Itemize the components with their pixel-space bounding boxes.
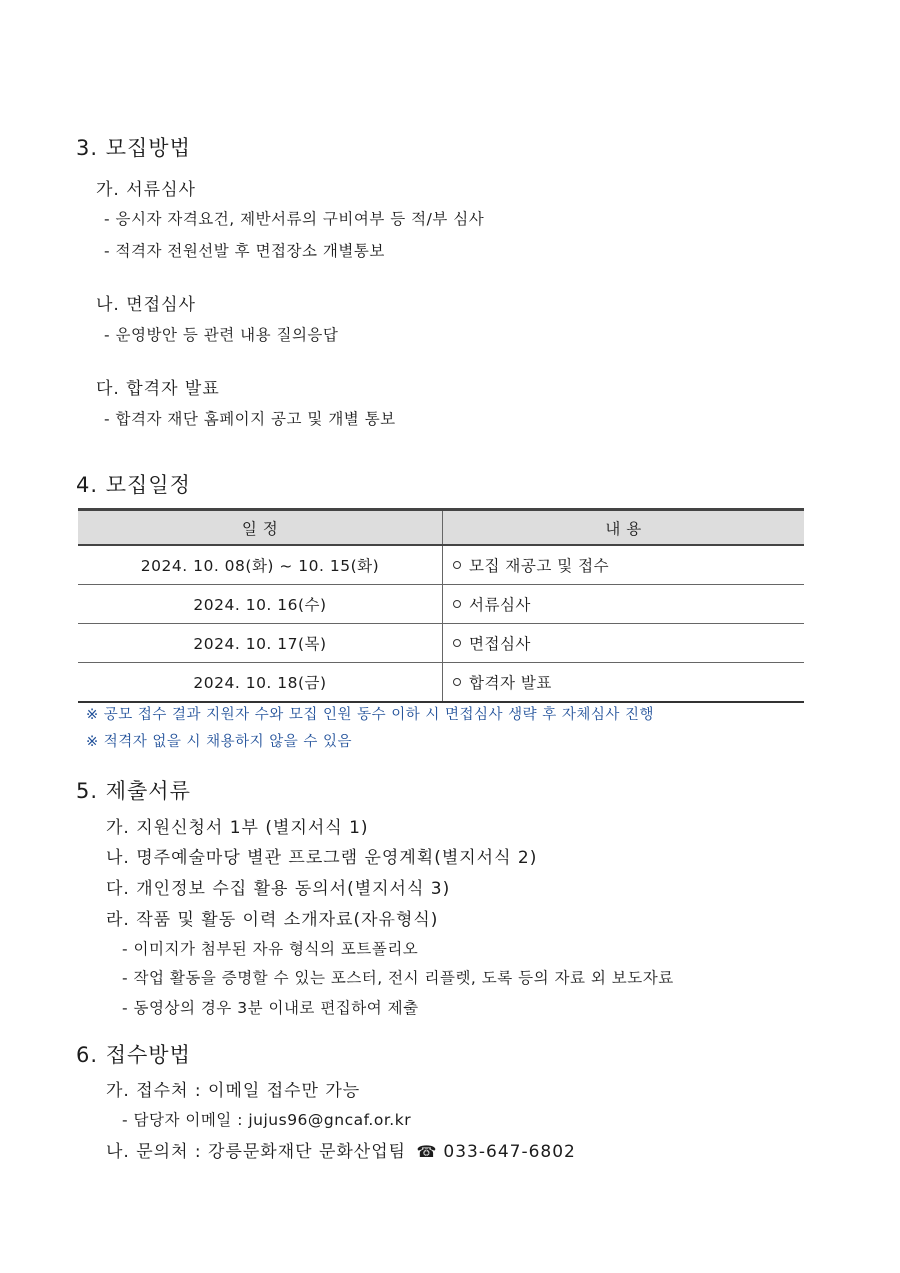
schedule-note: ※ 공모 접수 결과 지원자 수와 모집 인원 동수 이하 시 면접심사 생략 후 자체심사 진행: [86, 707, 655, 723]
schedule-date: 2024. 10. 08(화) ~ 10. 15(화): [78, 545, 443, 585]
section-3a-item: - 적격자 전원선발 후 면접장소 개별통보: [104, 242, 385, 260]
table-row: [78, 585, 804, 624]
document-item: 다. 개인정보 수집 활용 동의서(별지서식 3): [106, 879, 451, 899]
document-subitem: - 작업 활동을 증명할 수 있는 포스터, 전시 리플렛, 도록 등의 자료 외 보도자료: [122, 969, 674, 987]
section-3b-title: 나. 면접심사: [96, 295, 196, 315]
schedule-content-text: 모집 재공고 및 접수: [469, 557, 610, 575]
document-subitem: - 동영상의 경우 3분 이내로 편집하여 제출: [122, 999, 419, 1017]
schedule-content-text: 면접심사: [469, 635, 531, 653]
phone-icon: ☎: [416, 1142, 438, 1161]
schedule-header-date: 일 정: [78, 510, 443, 546]
inquiry-line: [106, 1137, 576, 1162]
section-3-title: 3. 모집방법: [76, 136, 191, 160]
inquiry-label: 나. 문의처 : 강릉문화재단 문화산업팀: [106, 1142, 407, 1162]
section-5-title: 5. 제출서류: [76, 779, 191, 803]
circle-bullet-icon: [453, 600, 461, 608]
table-row: [78, 545, 804, 585]
schedule-content: [443, 545, 805, 585]
reception-place: 가. 접수처 : 이메일 접수만 가능: [106, 1081, 361, 1101]
section-6-title: 6. 접수방법: [76, 1043, 191, 1067]
schedule-note: ※ 적격자 없을 시 채용하지 않을 수 있음: [86, 734, 353, 750]
contact-email: - 담당자 이메일 : jujus96@gncaf.or.kr: [122, 1111, 412, 1129]
section-3c-title: 다. 합격자 발표: [96, 379, 220, 399]
schedule-content: [443, 585, 805, 624]
document-item: 나. 명주예술마당 별관 프로그램 운영계획(별지서식 2): [106, 848, 538, 868]
document-item: 가. 지원신청서 1부 (별지서식 1): [106, 818, 369, 838]
schedule-content: [443, 663, 805, 703]
schedule-date: 2024. 10. 16(수): [78, 585, 443, 624]
schedule-header-content: 내 용: [443, 510, 805, 546]
schedule-content-text: 서류심사: [469, 596, 531, 614]
schedule-date: 2024. 10. 17(목): [78, 624, 443, 663]
circle-bullet-icon: [453, 561, 461, 569]
table-row: [78, 624, 804, 663]
schedule-content: [443, 624, 805, 663]
section-3a-item: - 응시자 자격요건, 제반서류의 구비여부 등 적/부 심사: [104, 210, 485, 228]
schedule-content-text: 합격자 발표: [469, 674, 552, 692]
table-row: [78, 663, 804, 703]
section-3c-item: - 합격자 재단 홈페이지 공고 및 개별 통보: [104, 410, 396, 428]
circle-bullet-icon: [453, 639, 461, 647]
circle-bullet-icon: [453, 678, 461, 686]
phone-number: 033-647-6802: [443, 1142, 576, 1162]
document-item: 라. 작품 및 활동 이력 소개자료(자유형식): [106, 910, 439, 930]
schedule-date: 2024. 10. 18(금): [78, 663, 443, 703]
section-3a-title: 가. 서류심사: [96, 180, 196, 200]
document-subitem: - 이미지가 첨부된 자유 형식의 포트폴리오: [122, 940, 419, 958]
schedule-header-row: [78, 510, 804, 546]
schedule-table: [78, 508, 804, 703]
section-4-title: 4. 모집일정: [76, 473, 191, 497]
section-3b-item: - 운영방안 등 관련 내용 질의응답: [104, 326, 339, 344]
